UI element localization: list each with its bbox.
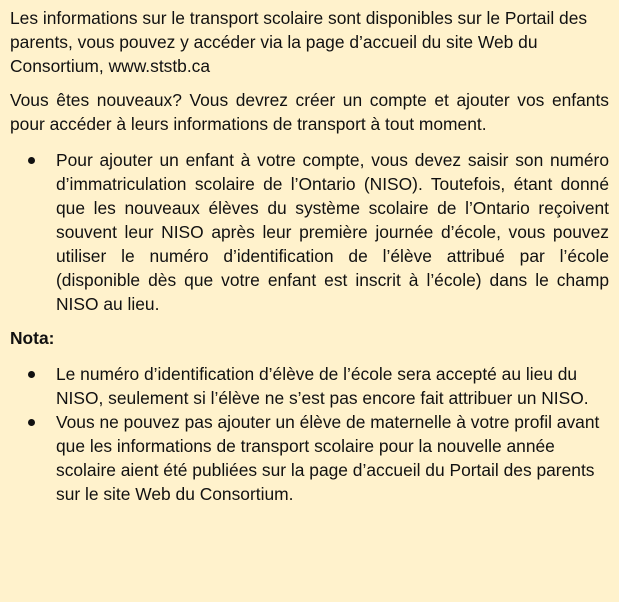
bullet-icon (28, 371, 35, 378)
main-bullet-list (10, 148, 609, 316)
list-item (10, 362, 609, 410)
list-item-text: Pour ajouter un enfant à votre compte, vous devez saisir son numéro d’immatriculation scolaire de l’Ontario (NISO). Toutefois, étant donné que les nouveaux élèves du système scolaire de l’Ontario reçoivent souvent leur NISO après leur première journée d’école, vous pouvez utiliser le numéro d’identification de l’élève attribué par l’école (disponible dès que votre enfant est inscrit à l’école) dans le champ NISO au lieu. (56, 150, 609, 314)
bullet-icon (28, 157, 35, 164)
list-item-text: Vous ne pouvez pas ajouter un élève de maternelle à votre profil avant que les informations de transport scolaire pour la nouvelle année scolaire aient été publiées sur la page d’accueil du Portail des parents sur le site Web du Consortium. (56, 412, 600, 504)
list-item-text: Le numéro d’identification d’élève de l’école sera accepté au lieu du NISO, seulement si l’élève ne s’est pas encore fait attribuer un NISO. (56, 364, 589, 408)
bullet-icon (28, 419, 35, 426)
list-item (10, 410, 609, 506)
nota-bullet-list (10, 362, 609, 506)
new-users-paragraph: Vous êtes nouveaux? Vous devrez créer un compte et ajouter vos enfants pour accéder à leurs informations de transport à tout moment. (10, 90, 609, 134)
intro-paragraph: Les informations sur le transport scolaire sont disponibles sur le Portail des parents, vous pouvez y accéder via la page d’accueil du site Web du Consortium, www.ststb.ca (10, 8, 588, 76)
nota-heading: Nota: (10, 328, 55, 348)
list-item (10, 148, 609, 316)
